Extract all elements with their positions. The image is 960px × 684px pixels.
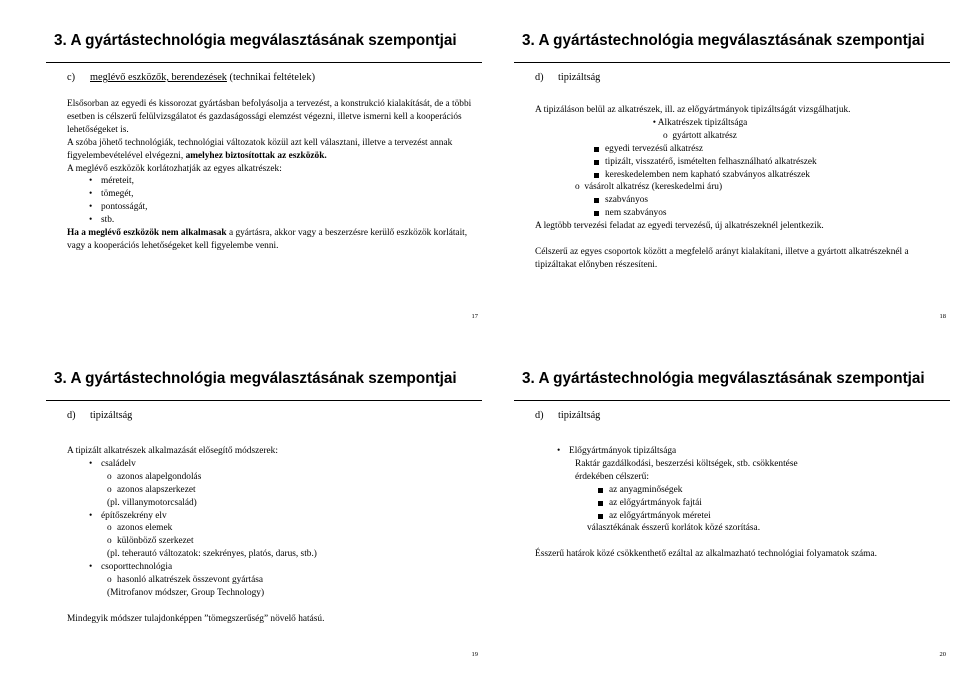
section-text-bold: meglévő eszközők, berendezések — [90, 72, 227, 83]
list-note: (pl. villanymotorcsalád) — [107, 497, 197, 508]
list-item: • stb. — [67, 214, 479, 227]
list-note: (Mitrofanov módszer, Group Technology) — [107, 587, 265, 598]
section-label: d) — [535, 410, 544, 421]
paragraph: Mindegyik módszer tulajdonképpen ”tömegszerűség” növelő hatású. — [67, 613, 325, 624]
list-subsubitem: az anyagminőségek — [535, 484, 947, 497]
paragraph: választékának ésszerű korlátok közé szorítása. — [587, 523, 761, 534]
slide-body — [67, 445, 479, 626]
paragraph — [67, 227, 479, 253]
paragraph: Ésszerű határok közé csökkenthető ezáltal az alkalmazható technológiai folyamatok száma. — [535, 549, 877, 560]
slide-body — [535, 445, 947, 561]
list-subsubitem: tipizált, visszatérő, ismételten felhasználható alkatrészek — [535, 156, 865, 169]
section-text: tipizáltság — [558, 410, 601, 421]
paragraph: Raktár gazdálkodási, beszerzési költségek, stb. csökkentése — [575, 458, 798, 469]
typology-list — [535, 117, 865, 220]
section-text: tipizáltság — [558, 72, 601, 83]
list-note: (pl. teherautó változatok: szekrényes, platós, darus, stb.) — [107, 549, 317, 560]
title-divider — [46, 400, 482, 401]
slide-17 — [46, 28, 482, 328]
list-subsubitem: kereskedelemben nem kapható szabványos alkatrészek — [535, 169, 865, 182]
slide-title: 3. A gyártástechnológia megválasztásának szempontjai — [54, 32, 457, 49]
list-subsubitem: az előgyártmányok méretei — [535, 510, 947, 523]
list-item: • építőszekrény elv — [67, 510, 479, 523]
title-divider — [46, 62, 482, 63]
list-item: • Alkatrészek tipizáltsága — [535, 117, 865, 130]
section-label: d) — [535, 72, 544, 83]
list-item: • családelv — [67, 458, 479, 471]
list-subitem: o azonos alapszerkezet — [67, 484, 479, 497]
paragraph: A tipizáláson belül az alkatrészek, ill. az előgyártmányok tipizáltságát vizsgálhatjuk. — [535, 105, 851, 115]
title-divider — [514, 62, 950, 63]
list-item: • csoporttechnológia — [67, 561, 479, 574]
page-number: 18 — [939, 313, 946, 320]
section-heading — [67, 72, 315, 83]
title-divider — [514, 400, 950, 401]
paragraph-bold: Ha a meglévő eszközök nem alkalmasak — [67, 228, 227, 239]
slide-19 — [46, 366, 482, 666]
list-subsubitem: az előgyártmányok fajtái — [535, 497, 947, 510]
paragraph-text: a gyártásra, akkor vagy a beszerzésre kerülő eszközök korlátait, vagy a kooperációs lehetőségeket kell figyelembe venni. — [67, 228, 468, 251]
paragraph-bold: amelyhez biztosítottak az eszközök. — [185, 150, 327, 161]
slide-title: 3. A gyártástechnológia megválasztásának szempontjai — [522, 32, 925, 49]
list-subitem: o hasonló alkatrészek összevont gyártása — [67, 574, 479, 587]
paragraph: A meglévő eszközök korlátozhatják az egyes alkatrészek: — [67, 163, 282, 174]
paragraph: A legtöbb tervezési feladat az egyedi tervezésű, új alkatrészeknél jelentkezik. — [535, 221, 824, 232]
list-subsubitem: nem szabványos — [535, 207, 865, 220]
paragraph: A tipizált alkatrészek alkalmazását elősegítő módszerek: — [67, 446, 278, 456]
list-subitem: o gyártott alkatrész — [535, 130, 865, 143]
page-number: 20 — [939, 651, 946, 658]
page-number: 19 — [471, 651, 478, 658]
list-subitem: o azonos alapelgondolás — [67, 471, 479, 484]
paragraph: érdekében célszerű: — [575, 471, 649, 482]
list-item: • Előgyártmányok tipizáltsága — [535, 445, 947, 458]
slide-18 — [514, 28, 950, 328]
section-heading — [535, 72, 600, 83]
list-subsubitem: szabványos — [535, 194, 865, 207]
list-subitem: o vásárolt alkatrész (kereskedelmi áru) — [535, 181, 865, 194]
paragraph: Elsősorban az egyedi és kissorozat gyártásban befolyásolja a tervezést, a konstrukció kialakítását, de a többi esetben is célszerű felülvizsgálatot és gazdaságossági elemzést végezni, illetve ismerni kell a kooperációs lehetőségeket is. — [67, 99, 472, 135]
section-heading — [535, 410, 600, 421]
slide-title: 3. A gyártástechnológia megválasztásának szempontjai — [54, 370, 457, 387]
paragraph: Célszerű az egyes csoportok között a megfelelő arányt kialakítani, illetve a gyártott alkatrészeknél a tipizáltakat előnyben részesíteni. — [535, 247, 909, 270]
section-label: d) — [67, 410, 76, 421]
page-number: 17 — [471, 313, 478, 320]
slide-body — [535, 104, 947, 272]
section-label: c) — [67, 72, 75, 83]
paragraph — [67, 137, 479, 163]
section-text: tipizáltság — [90, 410, 133, 421]
paragraph-text: A szóba jöhető technológiák, technológiai változatok közül azt kell választani, illetve a tervezést annak figyelembevételével elvégezni, — [67, 137, 453, 161]
section-heading — [67, 410, 132, 421]
list-subitem: o azonos elemek — [67, 522, 479, 535]
section-text-rest: (technikai feltételek) — [226, 72, 315, 83]
slide-title: 3. A gyártástechnológia megválasztásának szempontjai — [522, 370, 925, 387]
list-subitem: o különböző szerkezet — [67, 535, 479, 548]
list-item: • méreteit, — [67, 175, 479, 188]
list-item: • tömegét, — [67, 188, 479, 201]
list-item: • pontosságát, — [67, 201, 479, 214]
list-subsubitem: egyedi tervezésű alkatrész — [535, 143, 865, 156]
slide-body — [67, 98, 479, 253]
slide-20 — [514, 366, 950, 666]
